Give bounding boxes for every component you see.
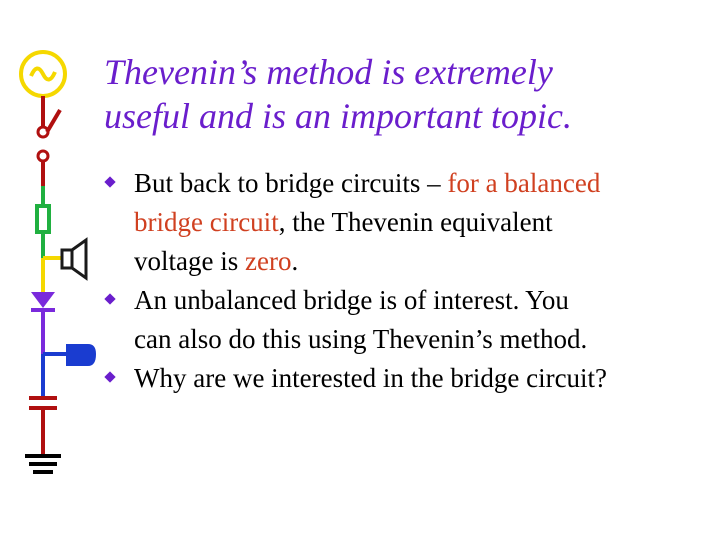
- resistor-icon: [37, 206, 49, 232]
- lamp-icon: [43, 344, 96, 366]
- highlight-text: for a balanced: [447, 168, 601, 198]
- bullet-item-unbalanced-bridge: [104, 281, 704, 359]
- bullet-list: [104, 164, 704, 398]
- slide-title: [104, 50, 704, 138]
- bullet-text: , the Thevenin equivalent: [278, 207, 553, 237]
- speaker-icon: [43, 240, 86, 278]
- bullet-diamond-icon: [104, 176, 115, 187]
- bullet-line: [134, 164, 704, 203]
- bullet-line: Why are we interested in the bridge circuit?: [134, 363, 608, 393]
- bullet-text: .: [291, 246, 299, 276]
- diode-icon: [31, 292, 55, 310]
- bullet-diamond-icon: [104, 371, 115, 382]
- bullet-item-balanced-bridge: [104, 164, 704, 281]
- bullet-text: But back to bridge circuits –: [134, 168, 448, 198]
- highlight-text: zero: [244, 246, 292, 276]
- title-line-2: useful and is an important topic.: [104, 96, 572, 136]
- bullet-text: voltage is: [134, 246, 245, 276]
- circuit-decoration: [0, 0, 100, 540]
- ground-icon: [25, 456, 61, 472]
- bullet-item-why-bridge: [104, 359, 704, 398]
- capacitor-icon: [29, 398, 57, 408]
- highlight-text: bridge circuit: [134, 207, 279, 237]
- bullet-line: An unbalanced bridge is of interest. You: [134, 285, 569, 315]
- title-line-1: Thevenin’s method is extremely: [104, 52, 553, 92]
- bullet-line: [134, 242, 704, 281]
- bullet-line: [134, 203, 704, 242]
- bullet-line: can also do this using Thevenin’s method.: [134, 324, 588, 354]
- ac-source-icon: [21, 52, 65, 96]
- bullet-diamond-icon: [104, 293, 115, 304]
